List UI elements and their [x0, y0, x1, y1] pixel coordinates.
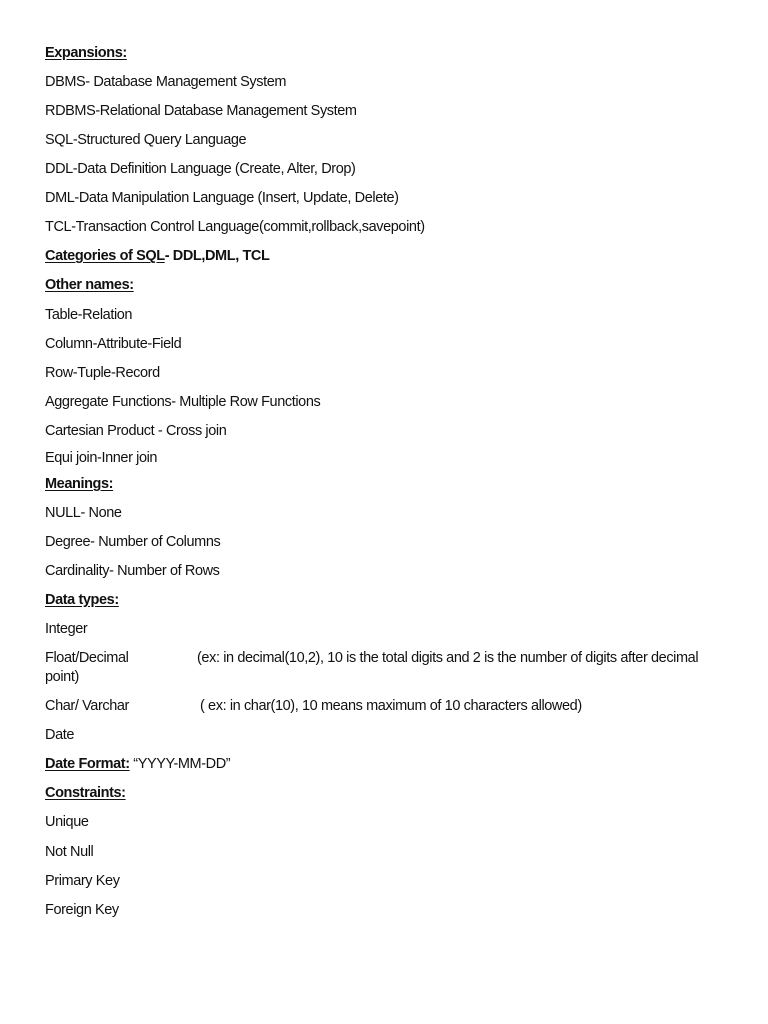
other-names-heading: Other names: [45, 277, 134, 293]
data-type-integer: Integer [45, 621, 88, 637]
data-type-date: Date [45, 727, 75, 743]
other-name-table: Table-Relation [45, 307, 133, 323]
data-type-float-name: Float/Decimal [45, 650, 129, 666]
constraint-foreign-key: Foreign Key [45, 902, 119, 918]
categories-line [45, 247, 269, 265]
meaning-cardinality: Cardinality- Number of Rows [45, 563, 220, 579]
data-type-char-name: Char/ Varchar [45, 698, 129, 714]
meaning-degree: Degree- Number of Columns [45, 534, 221, 550]
other-name-column: Column-Attribute-Field [45, 336, 182, 352]
expansion-dbms: DBMS- Database Management System [45, 74, 287, 90]
date-format-line [45, 755, 230, 773]
other-name-row: Row-Tuple-Record [45, 365, 160, 381]
expansion-sql: SQL-Structured Query Language [45, 132, 247, 148]
constraints-heading: Constraints: [45, 785, 126, 801]
meaning-null: NULL- None [45, 505, 122, 521]
expansion-rdbms: RDBMS-Relational Database Management System [45, 103, 357, 119]
data-types-heading: Data types: [45, 592, 119, 608]
categories-label: Categories of SQL [45, 248, 165, 264]
expansion-tcl: TCL-Transaction Control Language(commit,rollback,savepoint) [45, 219, 425, 235]
date-format-value: “YYYY-MM-DD” [129, 756, 231, 772]
data-type-float-desc: (ex: in decimal(10,2), 10 is the total digits and 2 is the number of digits after decimal [197, 650, 699, 666]
date-format-label: Date Format: [45, 756, 130, 772]
other-name-cartesian: Cartesian Product - Cross join [45, 423, 227, 439]
constraint-not-null: Not Null [45, 844, 94, 860]
expansion-ddl: DDL-Data Definition Language (Create, Alter, Drop) [45, 161, 356, 177]
other-name-equi-join: Equi join-Inner join [45, 450, 158, 466]
data-type-char-desc: ( ex: in char(10), 10 means maximum of 10 characters allowed) [200, 698, 582, 714]
constraint-primary-key: Primary Key [45, 873, 120, 889]
expansions-heading: Expansions: [45, 45, 127, 61]
categories-value: - DDL,DML, TCL [164, 248, 270, 264]
data-type-float-desc-cont: point) [45, 669, 79, 685]
expansion-dml: DML-Data Manipulation Language (Insert, Update, Delete) [45, 190, 399, 206]
meanings-heading: Meanings: [45, 476, 114, 492]
other-name-aggregate: Aggregate Functions- Multiple Row Functions [45, 394, 321, 410]
constraint-unique: Unique [45, 814, 89, 830]
